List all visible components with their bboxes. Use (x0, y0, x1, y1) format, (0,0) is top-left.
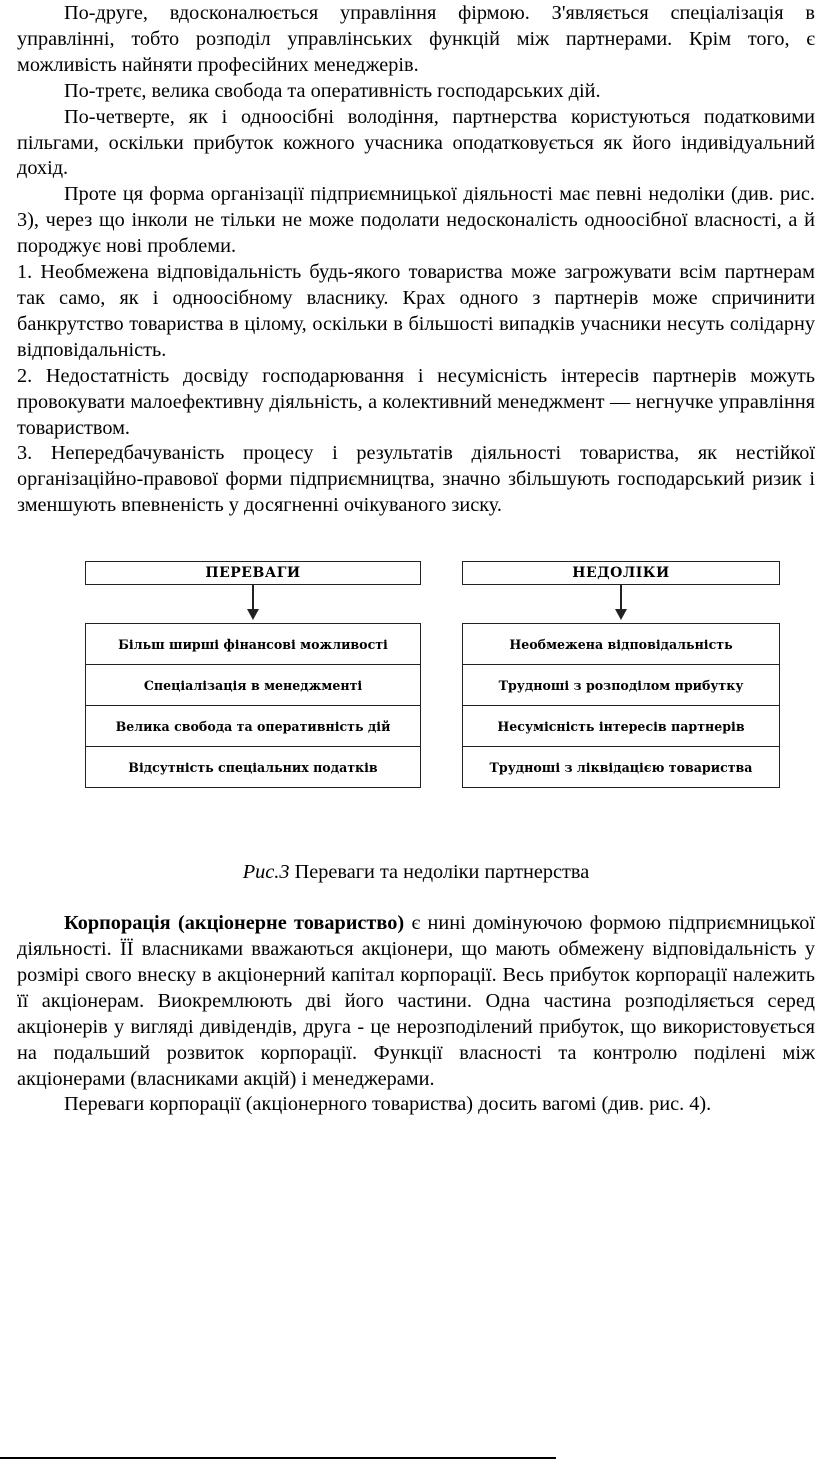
disadvantages-list (462, 623, 780, 788)
advantages-list (85, 623, 421, 788)
advantages-header: ПЕРЕВАГИ (85, 561, 421, 585)
footnote-separator (0, 1457, 556, 1459)
paragraph-third: По-третє, велика свобода та оперативність господарських дій. (64, 79, 601, 102)
advantage-item: Відсутність спеціальних податків (128, 759, 378, 775)
paragraph-fourth: По-четверте, як і одноосібні володіння, партнерства користуються податковими пільгами, оскільки прибуток кожного учасника оподатковується як його індивідуальний дохід. (17, 105, 815, 180)
figure-caption (17, 859, 815, 885)
advantage-item: Спеціалізація в менеджменті (86, 665, 420, 706)
numbered-item-3: 3. Непередбачуваність процесу і результатів діяльності товариства, як нестійкої організаційно-правової форми підприємництва, значно збільшують господарський ризик і зменшують впевненість у досягненні очікуваного зиску. (17, 442, 815, 517)
paragraph-second: По-друге, вдосконалюється управління фірмою. З'являється спеціалізація в управлінні, тобто розподіл управлінських функцій між партнерами. Крім того, є можливість найняти професійних менеджерів. (17, 2, 815, 76)
document-page (17, 0, 815, 1118)
down-arrow-icon (85, 585, 421, 623)
paragraph-corporation-advantages: Переваги корпорації (акціонерного товариства) досить вагомі (див. рис. 4). (64, 1093, 712, 1116)
figure-advantages-disadvantages (17, 561, 815, 841)
advantage-item: Велика свобода та оперативність дій (86, 706, 420, 747)
advantages-column (85, 561, 421, 788)
figure-caption-label: Рис.3 (242, 861, 290, 884)
corporation-term: Корпорація (акціонерне товариство) (64, 912, 405, 935)
corporation-text: є нині домінуючою формою підприємницької діяльності. ЇЇ власниками вважаються акціонери, що мають обмежену відповідальність у розмірі свого внеску в акціонерний капітал корпорації. Весь прибуток корпорації належить її акціонерам. Виокремлюють дві його частини. Одна частина розподіляється серед акціонерів у вигляді дивідендів, друга - це нерозподілений прибуток, що використовується на подальший розвиток корпорації. Функції власності та контролю поділені між акціонерами (власниками акцій) і менеджерами. (17, 912, 815, 1090)
down-arrow-icon (462, 585, 780, 623)
disadvantages-header: НЕДОЛІКИ (462, 561, 780, 585)
advantage-item: Більш ширші фінансові можливості (86, 624, 420, 665)
figure-caption-text: Переваги та недоліки партнерства (289, 861, 590, 884)
disadvantage-item: Трудноші з розподілом прибутку (463, 665, 779, 706)
disadvantages-column (462, 561, 780, 788)
disadvantage-item: Трудноші з ліквідацією товариства (489, 759, 753, 775)
disadvantage-item: Необмежена відповідальність (463, 624, 779, 665)
numbered-item-1: 1. Необмежена відповідальність будь-якого товариства може загрожувати всім партнерам так само, як і одноосібному власнику. Крах одного з партнерів може спричинити банкрутство товариства в цілому, оскільки в більшості випадків учасники несуть солідарну відповідальність. (17, 261, 815, 361)
paragraph-drawbacks-intro: Проте ця форма організації підприємницької діяльності має певні недоліки (див. рис. 3), через що інколи не тільки не може подолати недосконаліcть одноосібної власності, а й породжує нові проблеми. (17, 183, 815, 258)
paragraph-corporation (17, 911, 815, 1092)
numbered-item-2: 2. Недостатність досвіду господарювання і несумісність інтересів партнерів можуть провокувати малоефективну діяльність, а колективний менеджмент — негнучке управління товариством. (17, 364, 815, 439)
disadvantage-item: Несумісність інтересів партнерів (463, 706, 779, 747)
